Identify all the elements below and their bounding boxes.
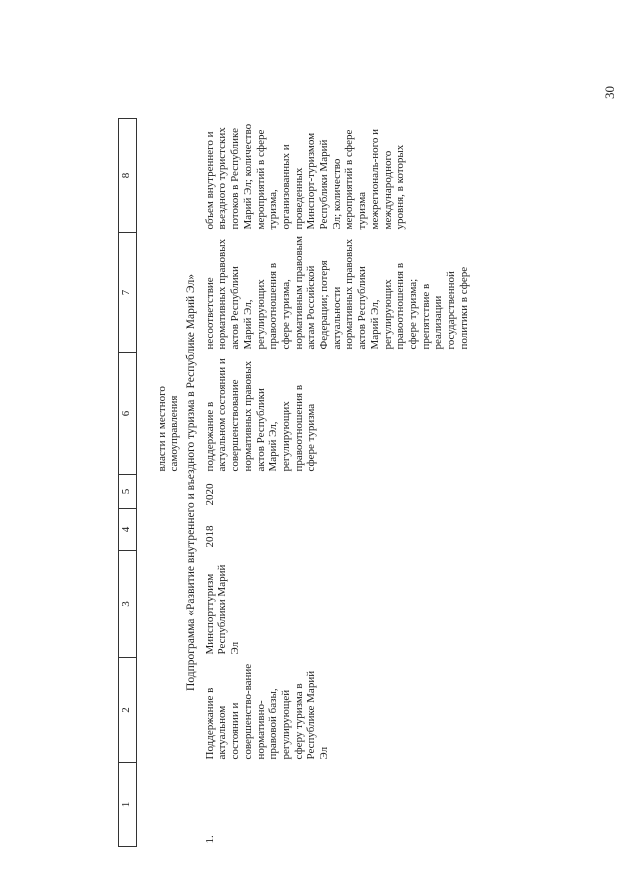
column-number: 5 xyxy=(119,475,137,509)
executor: Минспорттуризм Республики Марий Эл xyxy=(203,564,242,655)
column-number: 2 xyxy=(119,658,137,763)
previous-row-result: власти и местного самоуправления xyxy=(155,386,181,472)
row-number: 1. xyxy=(203,835,216,844)
indicators: объем внутреннего и въездного туристских потоков в Республике Марий Эл; количество мероприятий в сфере туризма, организованных и проведенных Минспорт-туризмом Республики Марий Эл; количество мероприятий в сфере туризма межрегиональ-ного и международного уровня, в которых xyxy=(203,123,407,230)
column-number: 7 xyxy=(119,233,137,353)
page-number: 30 xyxy=(602,86,617,99)
column-number-row xyxy=(119,119,137,847)
consequences: несоответствие нормативных правовых актов Республики Марий Эл, регулирующих правоотношения в сфере туризма, нормативным правовым актам Российской Федерации; потеря актуальности нормативных правовых актов Республики Марий Эл, регулирующих правоотношения в сфере туризма; препятствие в реализации государственной политики в сфере xyxy=(203,235,470,350)
column-number: 1 xyxy=(119,763,137,847)
measures-table xyxy=(118,118,470,847)
column-number: 8 xyxy=(119,119,137,233)
previous-row-continuation xyxy=(137,119,182,847)
table-row xyxy=(204,119,471,847)
start-year: 2018 xyxy=(203,525,216,548)
column-number: 4 xyxy=(119,509,137,551)
measure-name: Поддержание в актуальном состоянии и совершенство-вание нормативно-правовой базы, регулирующей сферу туризма в Республике Марий Эл xyxy=(203,663,331,760)
expected-result: поддержание в актуальном состоянии и совершенствование нормативных правовых актов Республики Марий Эл, регулирующих правоотношения в сфере туризма xyxy=(203,358,318,472)
subprogram-title-row xyxy=(181,119,204,847)
measures-table-sheet xyxy=(118,119,470,847)
subprogram-title: Подпрограмма «Развитие внутреннего и въездного туризма в Республике Марий Эл» xyxy=(185,274,197,691)
column-number: 3 xyxy=(119,551,137,658)
column-number: 6 xyxy=(119,353,137,475)
end-year: 2020 xyxy=(203,483,216,506)
